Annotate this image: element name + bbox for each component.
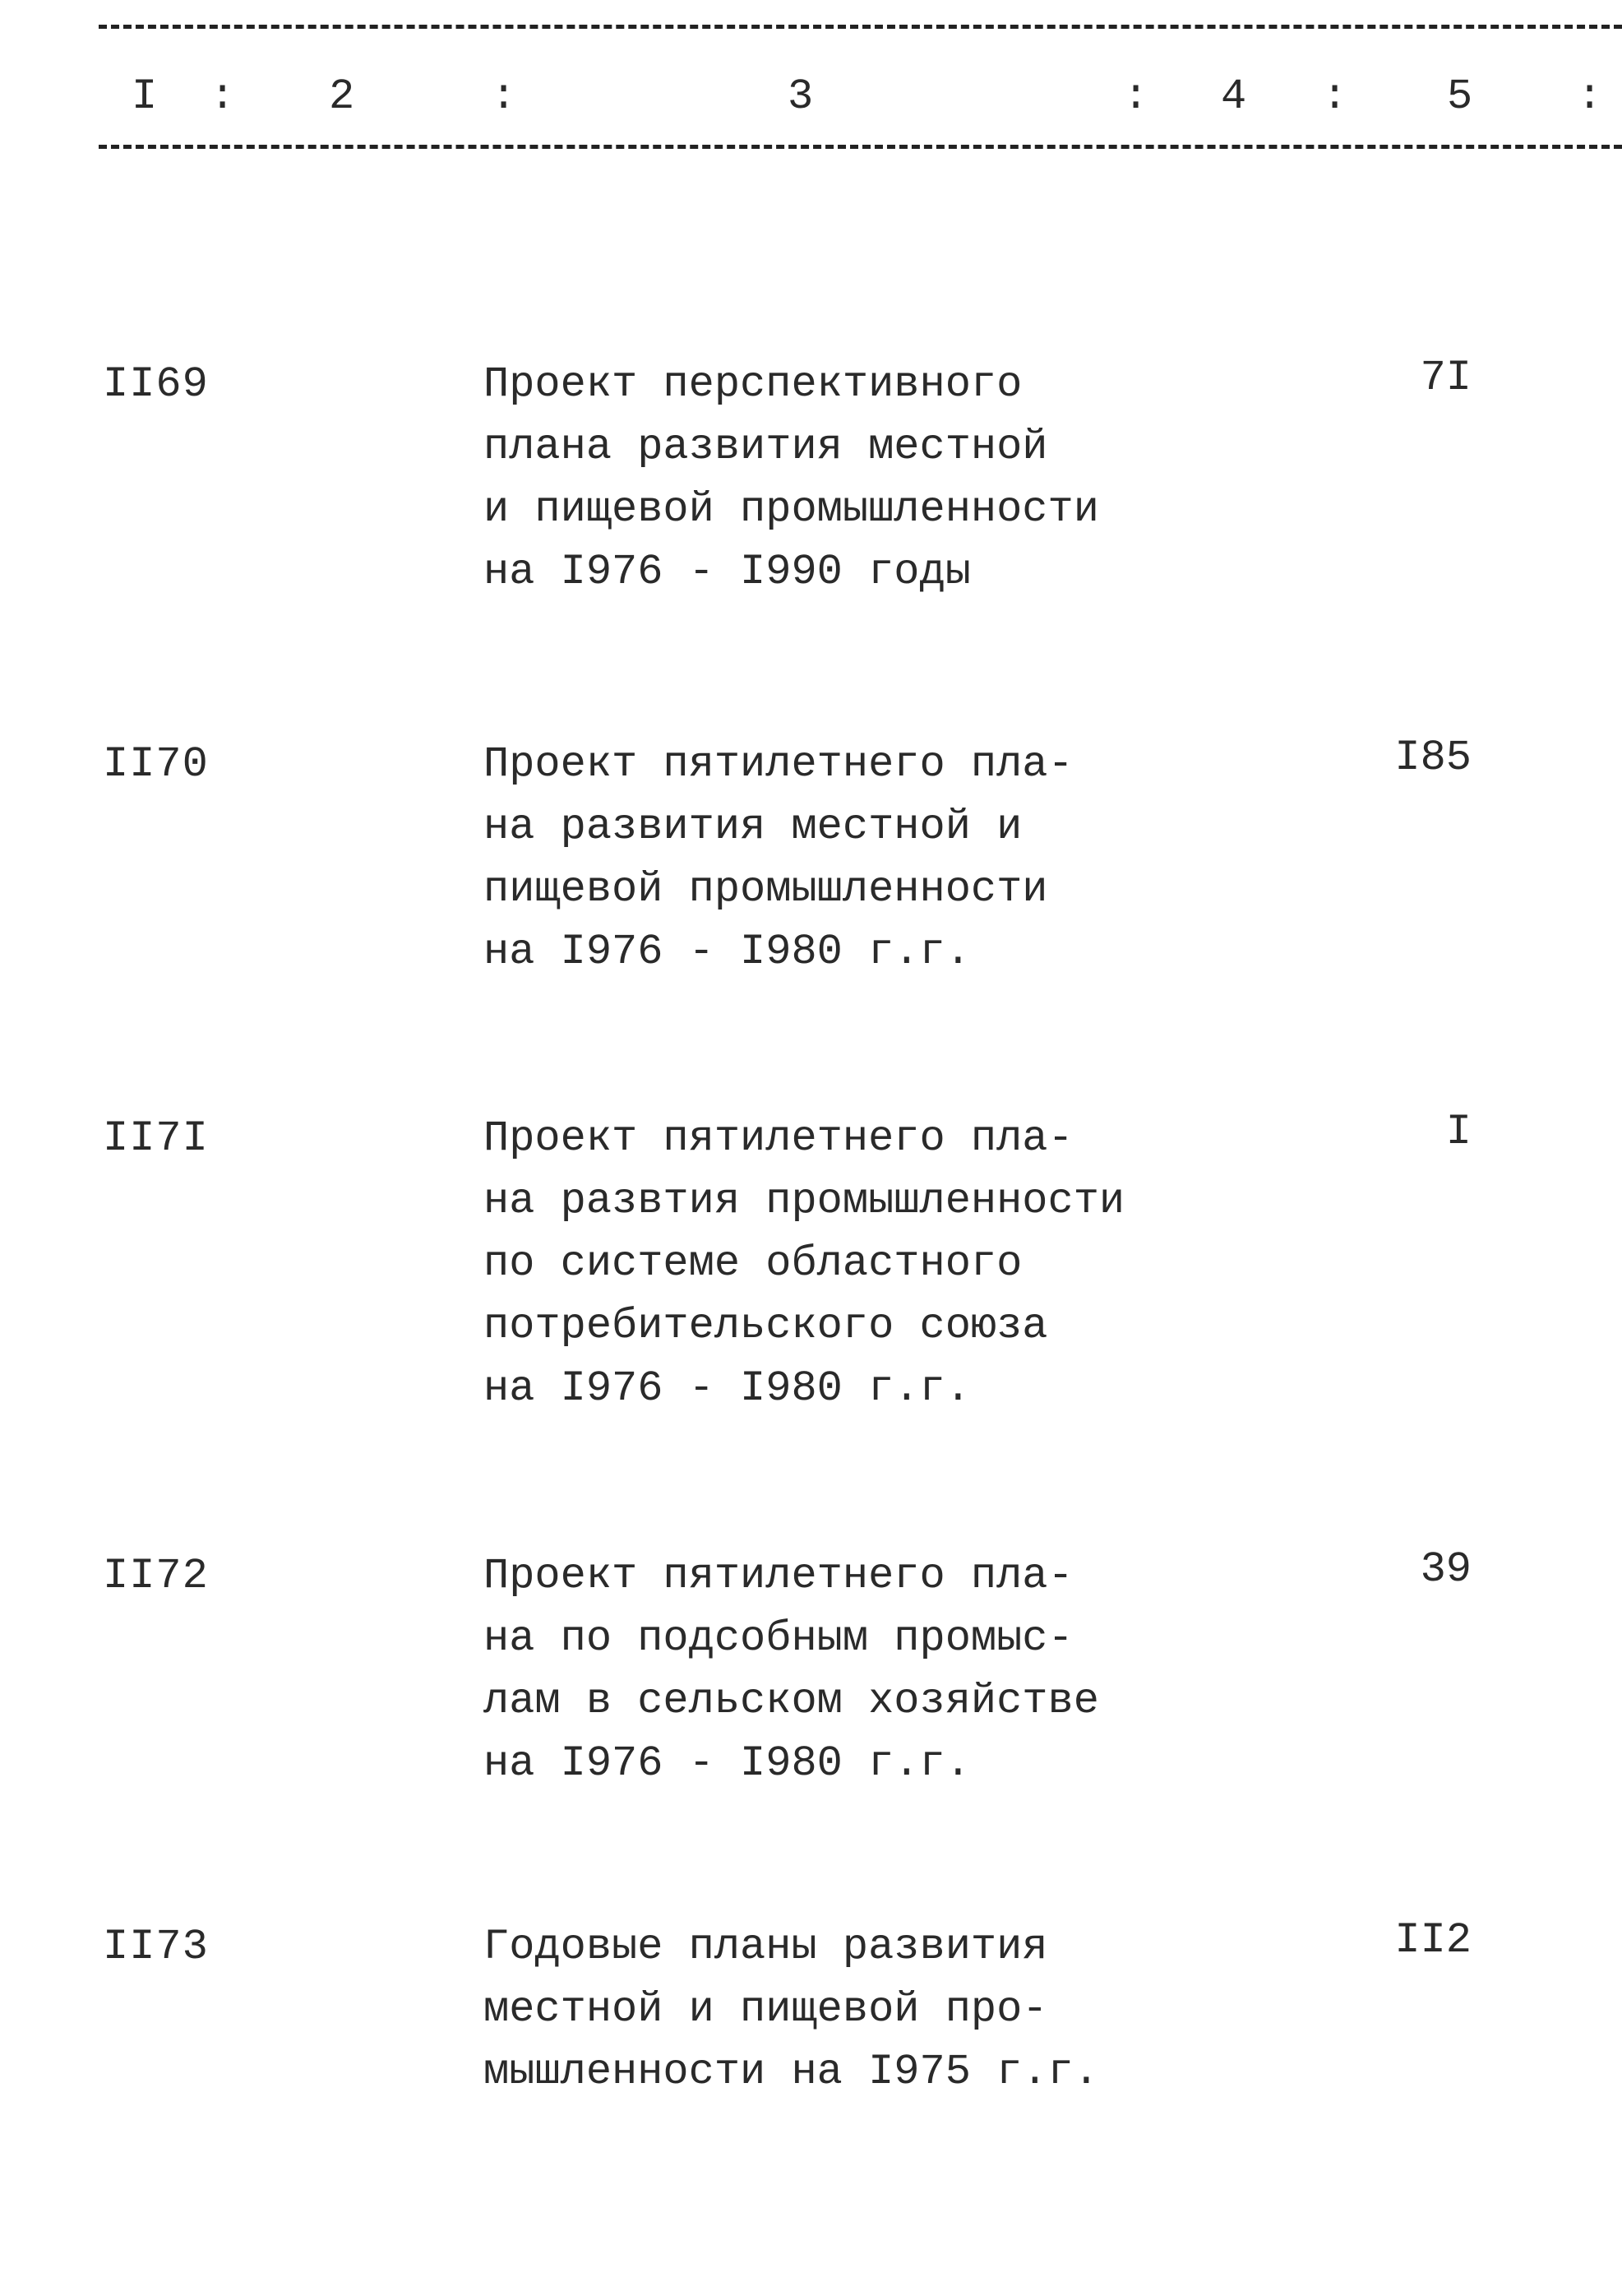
column-separator: :: [1123, 72, 1149, 121]
column-1-label: I: [132, 72, 158, 121]
item-number: II73: [103, 1923, 209, 1971]
item-title: [483, 1545, 1099, 1795]
sheet-count: 39: [1420, 1545, 1472, 1594]
item-title-line: местной и пищевой про-: [483, 1985, 1048, 2034]
header-bottom-rule: [99, 145, 1622, 149]
item-title-line: по системе областного: [483, 1239, 1023, 1288]
item-title-line: плана развития местной: [483, 423, 1048, 471]
item-number: II70: [103, 740, 209, 789]
item-title-line: на I976 - I980 г.г.: [483, 928, 971, 976]
item-title-line: лам в сельском хозяйстве: [483, 1677, 1099, 1725]
item-title-line: на развития местной и: [483, 803, 1023, 851]
item-title-line: Годовые планы развития: [483, 1923, 1048, 1971]
sheet-count: II2: [1394, 1916, 1472, 1965]
item-title-line: на по подсобным промыс-: [483, 1614, 1074, 1663]
item-number: II72: [103, 1552, 209, 1600]
item-title: [483, 734, 1074, 984]
item-title: [483, 1916, 1099, 2104]
item-title-line: Проект перспективного: [483, 360, 1023, 409]
sheet-count: I: [1445, 1108, 1472, 1156]
column-3-label: 3: [788, 72, 814, 121]
column-2-label: 2: [329, 72, 355, 121]
item-title-line: Проект пятилетнего пла-: [483, 1114, 1074, 1163]
column-separator: :: [491, 72, 517, 121]
item-title-line: потребительского союза: [483, 1302, 1048, 1350]
item-number: II7I: [103, 1114, 209, 1163]
item-title-line: на I976 - I990 годы: [483, 548, 971, 596]
sheet-count: 7I: [1420, 354, 1472, 402]
item-title-line: на I976 - I980 г.г.: [483, 1739, 971, 1788]
column-separator: :: [1322, 72, 1348, 121]
item-number: II69: [103, 360, 209, 409]
sheet-count: I85: [1394, 734, 1472, 782]
column-5-label: 5: [1447, 72, 1473, 121]
item-title-line: Проект пятилетнего пла-: [483, 1552, 1074, 1600]
item-title-line: и пищевой промышленности: [483, 485, 1099, 534]
item-title: [483, 354, 1099, 604]
item-title-line: пищевой промышленности: [483, 865, 1048, 914]
item-title: [483, 1108, 1125, 1420]
column-4-label: 4: [1221, 72, 1247, 121]
column-separator: :: [210, 72, 236, 121]
header-top-rule: [99, 25, 1622, 29]
column-separator: :: [1577, 72, 1603, 121]
item-title-line: мышленности на I975 г.г.: [483, 2048, 1099, 2096]
item-title-line: на I976 - I980 г.г.: [483, 1364, 971, 1413]
item-title-line: на развтия промышленности: [483, 1177, 1125, 1225]
item-title-line: Проект пятилетнего пла-: [483, 740, 1074, 789]
